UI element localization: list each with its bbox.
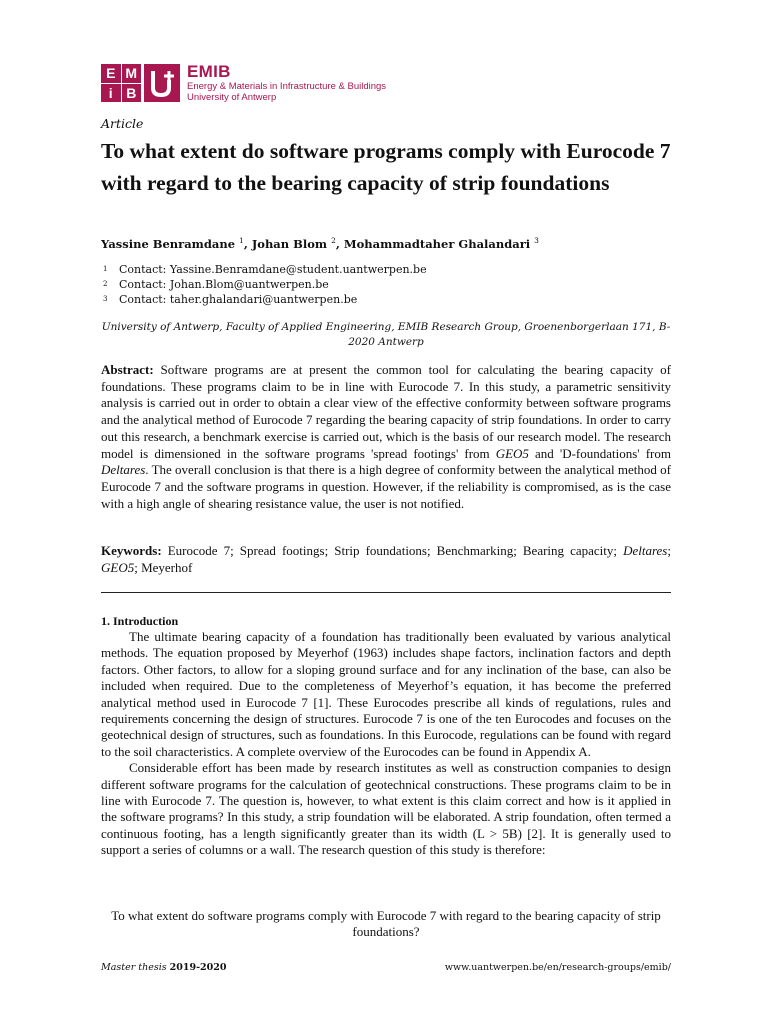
author-name: Mohammadtaher Ghalandari <box>343 236 531 251</box>
research-question: To what extent do software programs comply with Eurocode 7 with regard to the bearing capacity of strip foundations? <box>111 908 661 940</box>
mark-letter: i <box>101 84 121 103</box>
author-name: Yassine Benramdane <box>101 236 236 251</box>
abstract <box>101 362 671 512</box>
university-antwerp-icon <box>144 64 180 102</box>
keywords-text: ; Meyerhof <box>134 559 193 575</box>
author-affiliation-number: 3 <box>534 236 539 245</box>
abstract-text: Software programs are at present the common tool for calculating the bearing capacity of foundations. These programs claim to be in line with Eurocode 7. In this study, a parametric sensitivity analysis is carried out in order to obtain a clear view of the effective conformity between software programs and the analytical method of Eurocode 7 regarding the bearing capacity of strip foundations. In order to carry out this research, a benchmark exercise is carried out, which is the basis of our research model. The research model is dimensioned in the software programs 'spread footings' from <box>101 362 671 461</box>
mark-letter: M <box>122 64 142 83</box>
affiliation: University of Antwerp, Faculty of Applied Engineering, EMIB Research Group, Groenenborgerlaan 171, B-2020 Antwerp <box>101 321 671 348</box>
horizontal-rule <box>101 592 671 593</box>
contact-text: Contact: taher.ghalandari@uantwerpen.be <box>119 293 358 306</box>
footer-thesis-label: Master thesis <box>101 962 167 973</box>
section-heading: 1. Introduction <box>101 614 179 628</box>
keywords-separator: ; <box>667 543 671 558</box>
emib-mark <box>101 64 141 102</box>
author-list: Yassine Benramdane $^1$, Johan Blom $^2$, Mohammadtaher Ghalandari $^3$ <box>101 236 539 251</box>
abstract-label: Abstract: <box>101 362 154 377</box>
body-paragraph: The ultimate bearing capacity of a foundation has traditionally been evaluated by various analytical methods. The equation proposed by Meyerhof (1963) includes shape factors, inclination factors and depth factors. Other factors, to allow for a sloping ground surface and for any inclination of the base, can also be included when required. Due to the completeness of Meyerhof’s equation, it has become the preferred analytical method used in Eurocode 7 [1]. These Eurocodes prescribe all kinds of regulations, rules and requirements concerning the design of structures. Eurocode 7 is one of the ten Eurocodes and focuses on the geotechnical design of structures, such as foundations. In this Eurocode, regulations can be found with regard to the soil characteristics. A complete overview of the Eurocodes can be found in Appendix A. <box>101 629 671 759</box>
mark-letter: E <box>101 64 121 83</box>
contact-list <box>103 262 427 307</box>
author-name: Johan Blom <box>251 236 328 251</box>
article-type-label: Article <box>101 116 144 131</box>
emib-logo <box>101 64 386 102</box>
keyword-geo5: GEO5 <box>101 559 135 575</box>
logo-university: University of Antwerp <box>187 92 277 103</box>
footer-year: 2019-2020 <box>169 962 227 973</box>
abstract-text: and 'D-foundations' from <box>528 445 671 461</box>
paper-title: To what extent do software programs comply with Eurocode 7 with regard to the bearing capacity of strip foundations <box>101 139 671 195</box>
contact-text: Contact: Johan.Blom@uantwerpen.be <box>119 278 329 291</box>
contact-item <box>103 277 427 292</box>
contact-item <box>103 262 427 277</box>
keywords <box>101 543 671 576</box>
keywords-label: Keywords: <box>101 543 162 558</box>
abstract-text: . The overall conclusion is that there is a high degree of conformity between the analytical method of Eurocode 7 and the software programs in question. However, if the reliability is compromised, as is the case with a high angle of shearing resistance value, the user is not notified. <box>101 462 671 511</box>
abstract-geo5: GEO5 <box>495 445 529 461</box>
keywords-text: Eurocode 7; Spread footings; Strip foundations; Benchmarking; Bearing capacity; <box>161 543 624 558</box>
contact-number: 3 <box>103 295 108 303</box>
section-body <box>101 629 671 859</box>
logo-subtitle: Energy & Materials in Infrastructure & Buildings <box>187 81 387 92</box>
contact-number: 2 <box>103 280 108 288</box>
contact-item <box>103 292 427 307</box>
author-affiliation-number: 1 <box>239 236 244 245</box>
logo-name: EMIB <box>187 62 231 81</box>
author-affiliation-number: 2 <box>331 236 336 245</box>
contact-number: 1 <box>103 265 108 273</box>
abstract-deltares: Deltares <box>101 462 146 478</box>
contact-text: Contact: Yassine.Benramdane@student.uantwerpen.be <box>119 263 427 276</box>
footer-left <box>101 962 226 973</box>
body-paragraph: Considerable effort has been made by research institutes as well as construction companies to design different software programs for the calculation of geotechnical constructions. These programs claim to be in line with Eurocode 7. The question is, however, to what extent is this claim correct and how is it applied in the software programs? In this study, a strip foundation will be elaborated. A strip foundation, often termed a continuous footing, has a length significantly greater than its width (L > 5B) [2]. It is generally used to support a series of columns or a wall. The research question of this study is therefore: <box>101 760 671 858</box>
mark-letter: B <box>122 84 142 103</box>
keyword-deltares: Deltares <box>623 543 668 558</box>
footer-url: www.uantwerpen.be/en/research-groups/emib/ <box>444 962 671 973</box>
